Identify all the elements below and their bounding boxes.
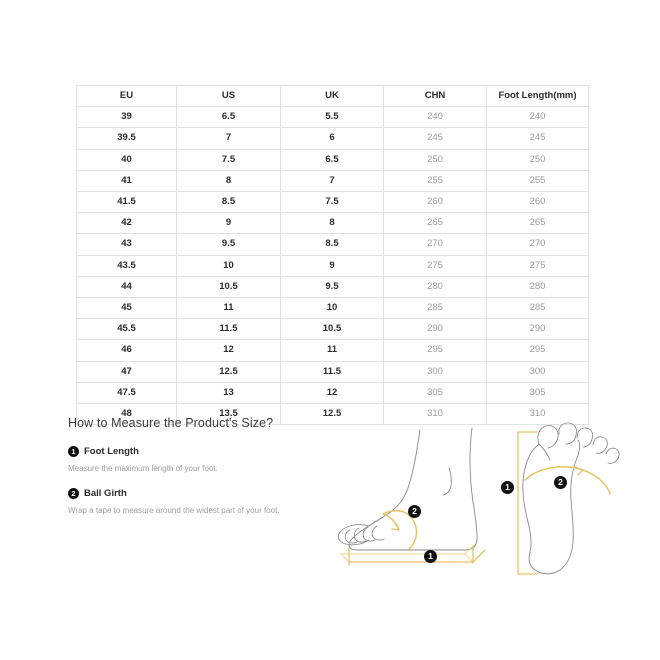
- table-cell: 8: [281, 213, 384, 234]
- table-cell: 240: [487, 107, 589, 128]
- table-cell: 10: [177, 255, 281, 276]
- table-cell: 7: [281, 170, 384, 191]
- table-cell: 245: [384, 128, 487, 149]
- table-cell: 47.5: [77, 382, 177, 403]
- column-header-us: US: [177, 86, 281, 107]
- number-badge-1-icon: 1: [68, 446, 79, 457]
- table-cell: 9: [177, 213, 281, 234]
- table-cell: 41: [77, 170, 177, 191]
- table-cell: 13.5: [177, 404, 281, 425]
- table-cell: 255: [487, 170, 589, 191]
- table-cell: 285: [487, 298, 589, 319]
- table-row: [77, 298, 589, 319]
- column-header-eu: EU: [77, 86, 177, 107]
- table-row: [77, 192, 589, 213]
- table-row: [77, 128, 589, 149]
- table-cell: 310: [487, 404, 589, 425]
- table-cell: 8: [177, 170, 281, 191]
- column-header-chn: CHN: [384, 86, 487, 107]
- number-badge-2-icon: 2: [68, 488, 79, 499]
- table-header-row: [77, 86, 589, 107]
- table-cell: 295: [487, 340, 589, 361]
- top-view-ball-girth-line: [525, 467, 610, 494]
- table-row: [77, 107, 589, 128]
- column-header-uk: UK: [281, 86, 384, 107]
- table-row: [77, 319, 589, 340]
- table-cell: 47: [77, 361, 177, 382]
- table-cell: 305: [487, 382, 589, 403]
- table-cell: 265: [487, 213, 589, 234]
- table-cell: 12.5: [281, 404, 384, 425]
- side-view-badge-2: 2: [408, 505, 421, 518]
- table-cell: 6.5: [177, 107, 281, 128]
- table-cell: 250: [384, 149, 487, 170]
- table-cell: 8.5: [281, 234, 384, 255]
- table-cell: 48: [77, 404, 177, 425]
- table-cell: 11.5: [177, 319, 281, 340]
- foot-measurement-illustration-icon: [325, 422, 625, 592]
- table-cell: 5.5: [281, 107, 384, 128]
- top-view-toes-icon: [538, 423, 619, 463]
- table-row: [77, 170, 589, 191]
- table-cell: 9: [281, 255, 384, 276]
- table-cell: 8.5: [177, 192, 281, 213]
- table-cell: 43.5: [77, 255, 177, 276]
- side-view-foot-outline-icon: [349, 428, 477, 550]
- shoe-size-table: [76, 85, 589, 425]
- top-view-badge-1: 1: [501, 481, 514, 494]
- top-view-foot-outline-icon: [523, 440, 580, 574]
- table-row: [77, 213, 589, 234]
- table-cell: 40: [77, 149, 177, 170]
- table-cell: 285: [384, 298, 487, 319]
- table-cell: 10: [281, 298, 384, 319]
- column-header-foot-length: Foot Length(mm): [487, 86, 589, 107]
- table-cell: 44: [77, 276, 177, 297]
- table-cell: 275: [487, 255, 589, 276]
- measurement-diagrams: [325, 422, 625, 592]
- table-cell: 245: [487, 128, 589, 149]
- table-cell: 240: [384, 107, 487, 128]
- table-row: [77, 255, 589, 276]
- top-view-foot-length-line: [518, 432, 537, 574]
- table-cell: 290: [384, 319, 487, 340]
- side-view-badge-1: 1: [424, 550, 437, 563]
- table-cell: 310: [384, 404, 487, 425]
- table-cell: 46: [77, 340, 177, 361]
- table-cell: 265: [384, 213, 487, 234]
- table-cell: 300: [384, 361, 487, 382]
- table-body: [77, 107, 589, 425]
- table-cell: 7.5: [281, 192, 384, 213]
- table-cell: 11.5: [281, 361, 384, 382]
- table-cell: 45: [77, 298, 177, 319]
- measure-item-title: Ball Girth: [84, 488, 127, 500]
- top-view-badge-2: 2: [554, 476, 567, 489]
- table-cell: 255: [384, 170, 487, 191]
- table-cell: 275: [384, 255, 487, 276]
- table-cell: 300: [487, 361, 589, 382]
- table-row: [77, 382, 589, 403]
- table-cell: 270: [487, 234, 589, 255]
- table-cell: 45.5: [77, 319, 177, 340]
- size-table-container: [76, 85, 588, 425]
- table-cell: 270: [384, 234, 487, 255]
- table-cell: 295: [384, 340, 487, 361]
- side-view-toes-icon: [338, 525, 384, 545]
- table-cell: 39.5: [77, 128, 177, 149]
- table-row: [77, 149, 589, 170]
- table-row: [77, 234, 589, 255]
- table-cell: 9.5: [177, 234, 281, 255]
- table-cell: 260: [384, 192, 487, 213]
- table-cell: 7.5: [177, 149, 281, 170]
- table-cell: 12: [177, 340, 281, 361]
- table-cell: 250: [487, 149, 589, 170]
- table-cell: 280: [384, 276, 487, 297]
- table-cell: 305: [384, 382, 487, 403]
- table-cell: 290: [487, 319, 589, 340]
- table-row: [77, 276, 589, 297]
- table-cell: 6: [281, 128, 384, 149]
- table-cell: 10.5: [281, 319, 384, 340]
- how-to-measure-heading: How to Measure the Product's Size?: [68, 416, 274, 430]
- table-cell: 7: [177, 128, 281, 149]
- table-row: [77, 361, 589, 382]
- table-row: [77, 340, 589, 361]
- table-cell: 260: [487, 192, 589, 213]
- measure-item-description: Wrap a tape to measure around the widest part of your foot.: [68, 506, 280, 516]
- measure-item-description: Measure the maximum length of your foot.: [68, 464, 218, 473]
- table-cell: 13: [177, 382, 281, 403]
- table-cell: 11: [281, 340, 384, 361]
- table-cell: 12: [281, 382, 384, 403]
- table-cell: 39: [77, 107, 177, 128]
- table-cell: 6.5: [281, 149, 384, 170]
- table-cell: 42: [77, 213, 177, 234]
- table-cell: 41.5: [77, 192, 177, 213]
- measure-item-title: Foot Length: [84, 446, 139, 457]
- table-cell: 10.5: [177, 276, 281, 297]
- table-cell: 43: [77, 234, 177, 255]
- table-cell: 280: [487, 276, 589, 297]
- table-cell: 12.5: [177, 361, 281, 382]
- table-cell: 11: [177, 298, 281, 319]
- table-cell: 9.5: [281, 276, 384, 297]
